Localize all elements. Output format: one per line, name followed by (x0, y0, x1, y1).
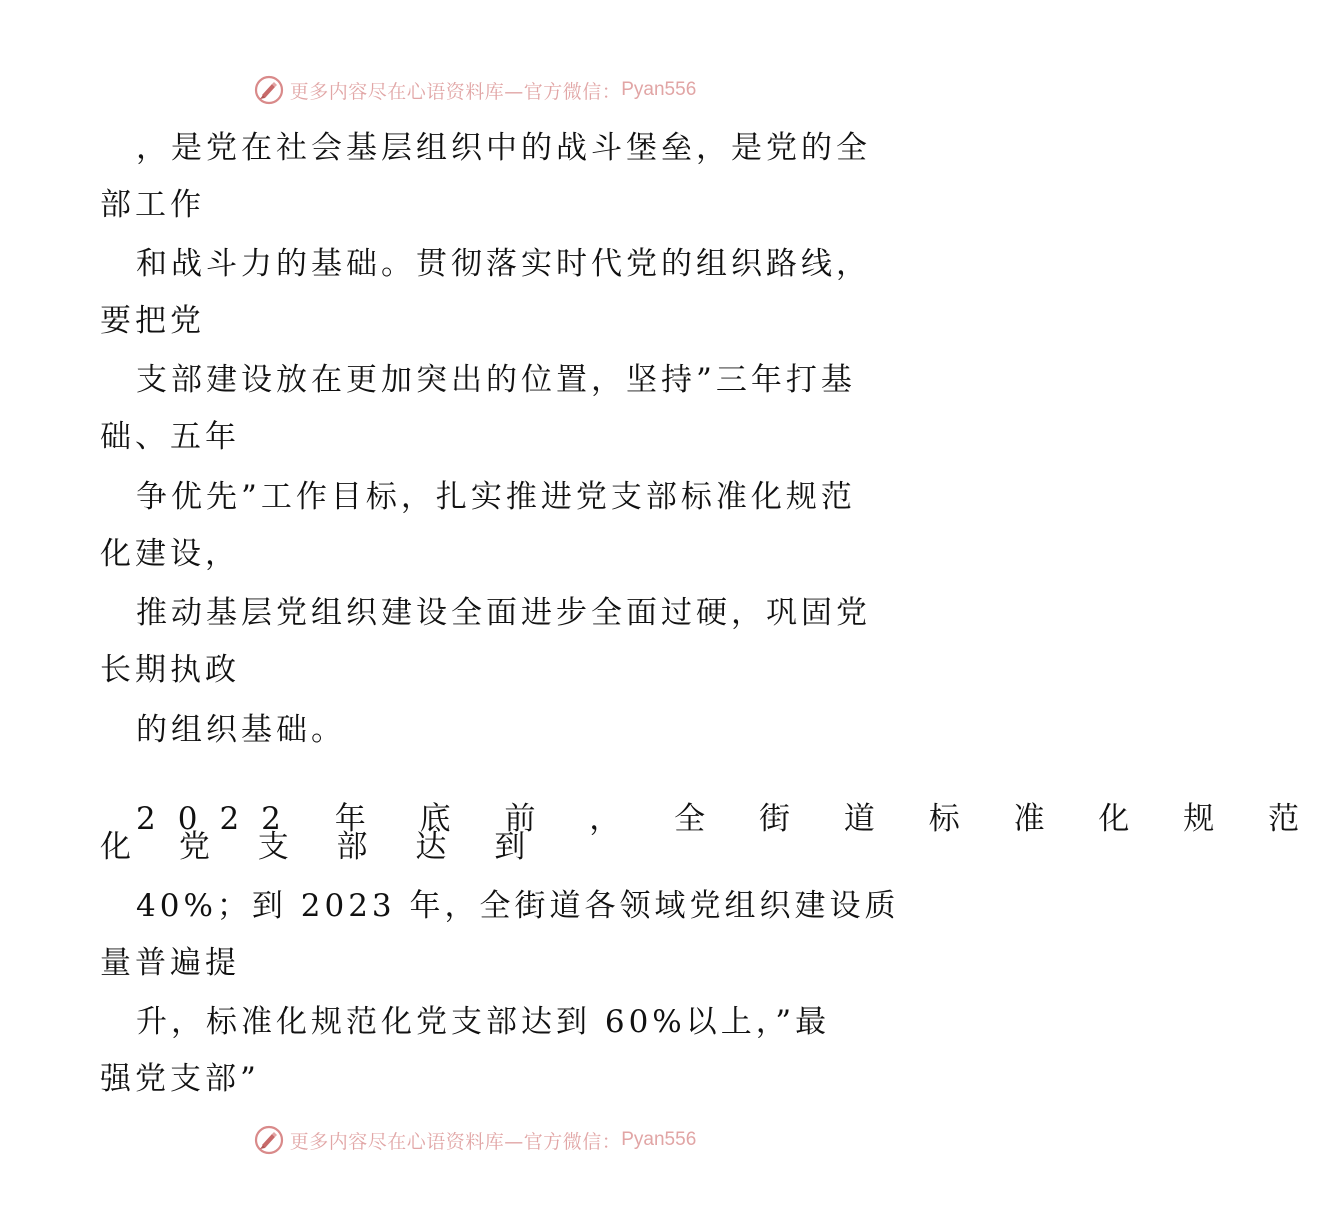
text-line: 部工作 (100, 187, 205, 223)
text-line: 础、五年 (100, 419, 240, 455)
footer-watermark (0, 1123, 950, 1157)
text-line: 强党支部” (100, 1061, 260, 1097)
text-line: 的组织基础。 (136, 712, 346, 748)
watermark-text: 更多内容尽在心语资料库—官方微信： (289, 80, 622, 103)
text-line: 化建设， (100, 536, 240, 572)
text-line: 要把党 (100, 303, 205, 339)
text-line: 推动基层党组织建设全面进步全面过硬，巩固党 (136, 595, 871, 631)
text-line: ，是党在社会基层组织中的战斗堡垒，是党的全 (136, 130, 871, 166)
text-line: 支部建设放在更加突出的位置，坚持”三年打基 (136, 362, 856, 398)
pen-logo-icon (254, 1125, 284, 1155)
text-line: 2022 年 底 前 ， 全 街 道 标 准 化 规 范 (136, 801, 1321, 837)
text-line: 争优先”工作目标，扎实推进党支部标准化规范 (136, 479, 856, 515)
text-line: 量普遍提 (100, 945, 240, 981)
text-line: 升，标准化规范化党支部达到 60%以上，”最 (136, 1004, 831, 1040)
watermark-text: 更多内容尽在心语资料库—官方微信： (289, 1130, 622, 1153)
text-line: 40%；到 2023 年，全街道各领域党组织建设质 (136, 888, 900, 924)
text-line: 长期执政 (100, 652, 240, 688)
text-line: 和战斗力的基础。贯彻落实时代党的组织路线， (136, 246, 871, 282)
text-line: 化 党 支 部 达 到 (100, 829, 545, 865)
watermark-wechat-id: Pyan556 (621, 1129, 697, 1150)
watermark-wechat-id: Pyan556 (621, 79, 697, 100)
